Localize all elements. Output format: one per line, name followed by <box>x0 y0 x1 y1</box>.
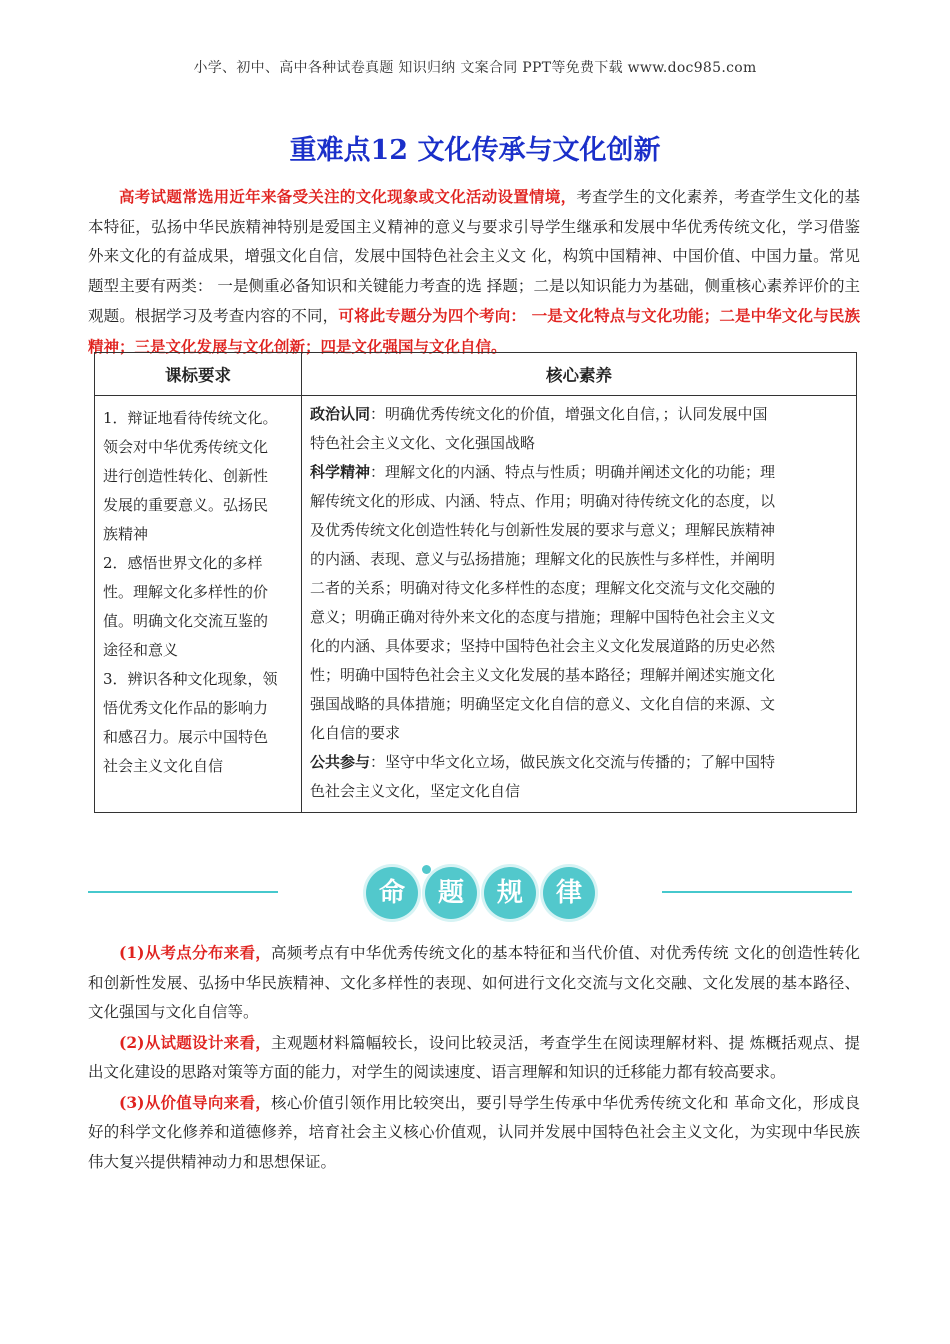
cell-line: 和感召力。展示中国特色 <box>103 728 269 746</box>
table-row <box>95 396 857 813</box>
banner-dot <box>422 865 431 874</box>
cell-line: 值。明确文化交流互鉴的 <box>103 612 269 630</box>
site-header: 小学、初中、高中各种试卷真题 知识归纳 文案合同 PPT等免费下载 www.doc985.com <box>193 60 757 76</box>
rules-section <box>88 938 860 1177</box>
rule-body: 主观题材料篇幅较长，设问比较灵活，考查学生在阅读理解材料、提 炼概括观点、提出文化建设的思路对策等方面的能力，对学生的阅读速度、语言理解和知识的迁移能力都有较高要求。 <box>88 1033 861 1081</box>
col-header-curriculum: 课标要求 <box>95 353 302 396</box>
banner-badge: 题 <box>425 867 477 919</box>
cell-line: 2．感悟世界文化的多样 <box>103 554 263 572</box>
cell-line: 性；明确中国特色社会主义文化发展的基本路径；理解并阐述实施文化 <box>310 666 776 684</box>
intro-body: 考查学生的文化素养，考查学生文化的基本特征，弘扬中华民族精神特别是爱国主义精神的意义与要求引导学生继承和发展中华优秀传统文化，学习借鉴外来文化的有益成果，增强文化自信，发展中国特色社会主义文 化，构筑中国精神、中国价值、中国力量。常见题型主要有两类： 一是侧重必备知识和关键能力考查的选 择题；二是以知识能力为基础，侧重核心素养评价的主观题。根据学习及考查内容的不同， <box>88 188 860 325</box>
rule-body: 高频考点有中华优秀传统文化的基本特征和当代价值、对优秀传统 文化的创造性转化和创新性发展、弘扬中华民族精神、文化多样性的表现、如何进行文化交流与文化交融、文化发展的基本路径、文化强国与文化自信等。 <box>88 944 861 1021</box>
page-title: 重难点12 文化传承与文化创新 <box>289 135 661 166</box>
cell-line: 及优秀传统文化创造性转化与创新性发展的要求与意义；理解民族精神 <box>310 521 776 539</box>
cell-line <box>310 400 848 429</box>
table-header-row <box>95 353 857 396</box>
rule-lead: (2)从试题设计来看， <box>119 1032 272 1052</box>
cell-line: 色社会主义文化，坚定文化自信 <box>310 782 521 800</box>
rule-lead: (1)从考点分布来看， <box>119 943 272 962</box>
cell-line <box>310 748 848 777</box>
rule-lead: (3)从价值导向来看， <box>119 1092 272 1112</box>
cell-line: 途径和意义 <box>103 641 179 659</box>
rule-body: 核心价值引领作用比较突出，要引导学生传承中华优秀传统文化和 革命文化，形成良好的科学文化修养和道德修养，培育社会主义核心价值观，认同并发展中国特色社会主义文化，为实现中华民族伟大复兴提供精神动力和思想保证。 <box>88 1093 861 1171</box>
cell-line: 化的内涵、具体要求；坚持中国特色社会主义文化发展道路的历史必然 <box>310 637 776 655</box>
literacy-text: ：坚守中华文化立场，做民族文化交流与传播的；了解中国特 <box>370 753 776 771</box>
literacy-label-science: 科学精神 <box>310 463 371 481</box>
intro-tail-highlight: 可将此专题分为四个考向： 一是文化特点与文化功能；二是中华文化与民族精神；三是文化发展与文化创新；四是文化强国与文化自信。 <box>88 306 860 356</box>
section-banner <box>366 863 596 923</box>
literacy-text: ：明确优秀传统文化的价值，增强文化自信，；认同发展中国 <box>370 405 768 423</box>
cell-line: 1．辩证地看待传统文化。 <box>103 409 278 427</box>
literacy-label-public: 公共参与 <box>310 753 371 771</box>
banner-badge: 命 <box>366 867 418 919</box>
cell-line: 二者的关系；明确对待文化多样性的态度；理解文化交流与文化交融的 <box>310 579 776 597</box>
col-header-core-literacy: 核心素养 <box>302 353 857 396</box>
cell-line: 解传统文化的形成、内涵、特点、作用；明确对待传统文化的态度，以 <box>310 492 776 510</box>
cell-line: 进行创造性转化、创新性 <box>103 467 269 485</box>
banner-badge: 律 <box>543 867 595 919</box>
cell-line: 族精神 <box>103 525 149 543</box>
intro-paragraph <box>88 182 860 362</box>
cell-line: 性。理解文化多样性的价 <box>103 583 269 601</box>
cell-line: 意义；明确正确对待外来文化的态度与措施；理解中国特色社会主义文 <box>310 608 776 626</box>
core-literacy-cell <box>302 396 857 813</box>
banner-badge: 规 <box>484 867 536 919</box>
cell-line: 的内涵、表现、意义与弘扬措施；理解文化的民族性与多样性，并阐明 <box>310 550 776 568</box>
cell-line: 3．辨识各种文化现象，领 <box>103 670 278 688</box>
cell-line <box>310 458 848 487</box>
cell-line: 悟优秀文化作品的影响力 <box>103 699 269 717</box>
curriculum-requirements-cell <box>95 396 302 813</box>
rule-paragraph <box>88 1088 860 1178</box>
cell-line: 社会主义文化自信 <box>103 757 224 775</box>
cell-line: 发展的重要意义。弘扬民 <box>103 496 269 514</box>
requirements-table <box>94 352 857 813</box>
intro-lead-highlight: 高考试题常选用近年来备受关注的文化现象或文化活动设置情境， <box>119 187 577 206</box>
section-divider-left <box>88 891 278 893</box>
rule-paragraph <box>88 938 860 1028</box>
literacy-text: ：理解文化的内涵、特点与性质；明确并阐述文化的功能；理 <box>370 463 776 481</box>
rule-paragraph <box>88 1028 860 1088</box>
section-divider-right <box>662 891 852 893</box>
cell-line: 强国战略的具体措施；明确坚定文化自信的意义、文化自信的来源、文 <box>310 695 776 713</box>
cell-line: 化自信的要求 <box>310 724 401 742</box>
literacy-label-political: 政治认同 <box>310 405 371 423</box>
cell-line: 特色社会主义文化、文化强国战略 <box>310 434 536 452</box>
cell-line: 领会对中华优秀传统文化 <box>103 438 269 456</box>
